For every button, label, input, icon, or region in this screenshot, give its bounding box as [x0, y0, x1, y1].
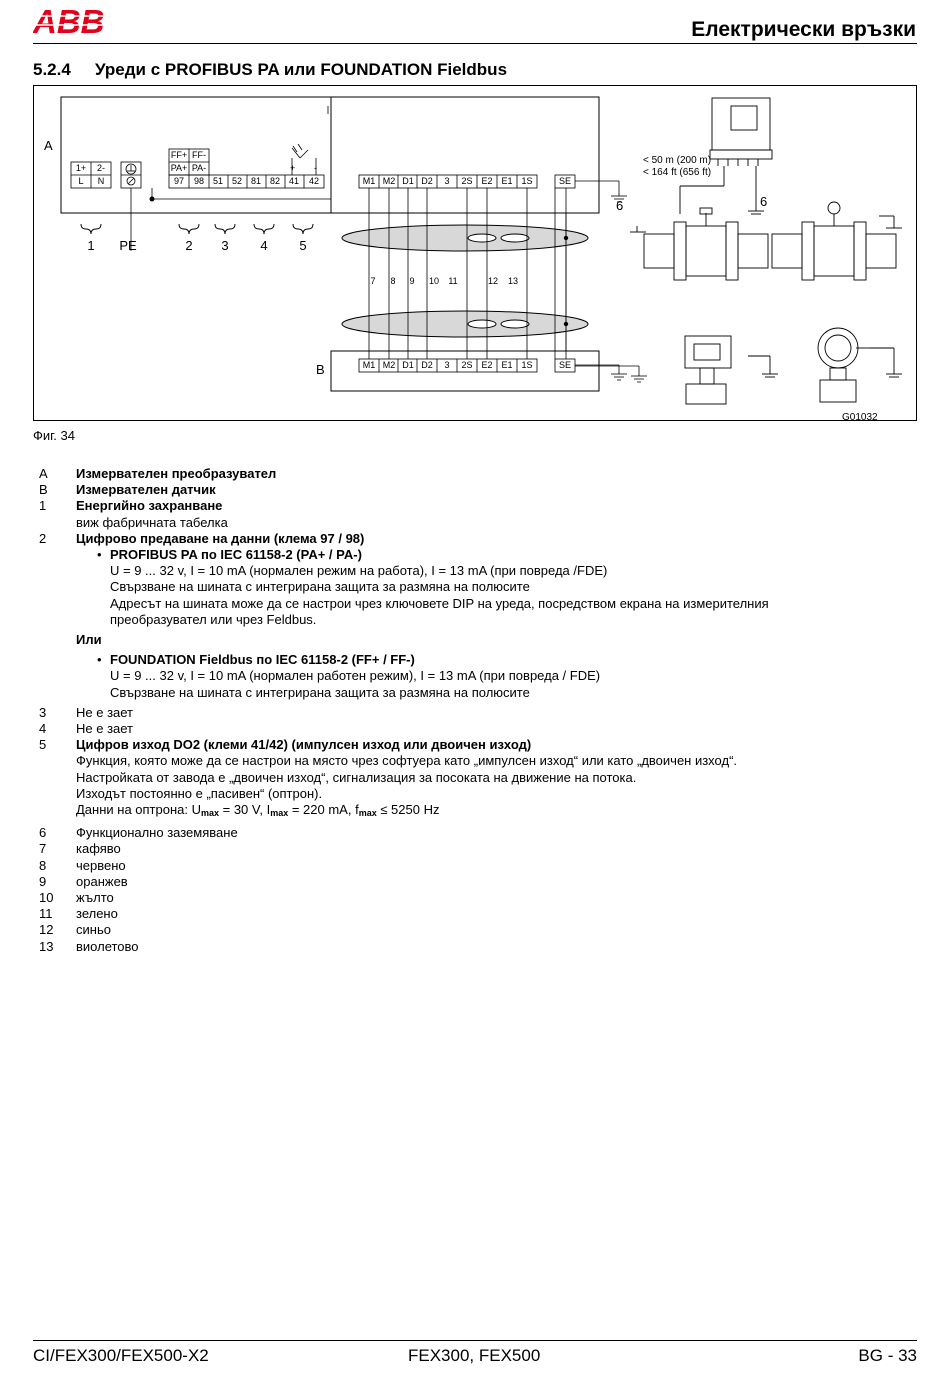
text-label: жълто: [76, 890, 114, 906]
terminal-label: 2S: [461, 176, 473, 186]
text-label: = 30 V, I: [219, 802, 271, 818]
opto-minus: -: [314, 163, 317, 173]
figure-caption: Фиг. 34: [33, 428, 75, 443]
terminal-label: 82: [269, 176, 281, 186]
transmitter-a-box-right: [331, 97, 599, 213]
terminal-group-label: PE: [119, 238, 137, 253]
text-label: U = 9 ... 32 v, I = 10 mA (нормален режим на работа), I = 13 mA (при повреда /FDE): [110, 563, 608, 579]
terminal-label: 81: [250, 176, 262, 186]
legend-item: [39, 858, 879, 874]
wire-number: 8: [390, 276, 396, 286]
distance-imperial: < 164 ft (656 ft): [643, 167, 712, 178]
terminal-label: 1S: [521, 176, 533, 186]
text-label: 9: [39, 873, 47, 889]
legend-item: [39, 874, 879, 890]
legend-item: [39, 705, 879, 721]
text-label: 2-: [96, 163, 106, 173]
flow-sensor-pipes: [630, 202, 902, 404]
terminal-label: 3: [444, 176, 450, 186]
terminal-group-label: 3: [221, 238, 229, 253]
text-label: 7: [39, 841, 47, 857]
terminal-label: 1S: [521, 360, 533, 370]
text-label: 10: [39, 890, 54, 906]
legend-item: [39, 939, 879, 955]
text-label: червено: [76, 857, 126, 873]
legend-item: [39, 825, 879, 841]
legend-item: [39, 906, 879, 922]
text-label: преобразувател или чрез Feldbus.: [110, 611, 317, 627]
text-label: SE: [558, 176, 572, 186]
text-label: Изходът постоянно е „пасивен“ (оптрон).: [76, 785, 323, 801]
wiring-diagram: [34, 86, 918, 422]
figure-legend: [39, 466, 879, 955]
wire-number: 13: [507, 276, 519, 286]
footer-page-number: BG - 33: [858, 1346, 917, 1365]
cable-ellipse-bottom: [342, 311, 588, 337]
terminal-label: D2: [421, 176, 433, 186]
text-label: Свързване на шината с интегрирана защита за размяна на полюсите: [110, 579, 530, 595]
text-label: A: [39, 466, 48, 481]
text-label: Адресът на шината може да се настрои чрез ключовете DIP на уреда, посредством екрана на измерителния: [110, 595, 769, 611]
text-label: Измервателен датчик: [76, 482, 216, 498]
terminal-label: 51: [212, 176, 224, 186]
terminal-label: E2: [481, 360, 493, 370]
terminal-label: M2: [382, 176, 396, 186]
footer-divider: [33, 1340, 917, 1341]
text-label: ≤ 5250 Hz: [376, 802, 440, 818]
terminal-label: E1: [501, 360, 513, 370]
text-label: Свързване на шината с интегрирана защита за размяна на полюсите: [110, 684, 530, 700]
legend-item: [39, 498, 879, 530]
distance-metric: < 50 m (200 m): [643, 155, 712, 166]
text-label: max: [201, 808, 220, 819]
footer-product: FEX300, FEX500: [408, 1346, 541, 1365]
legend-item: [39, 721, 879, 737]
text-label: PA-: [191, 163, 207, 173]
text-label: Функционално заземяване: [76, 825, 238, 841]
terminal-label: 42: [308, 176, 320, 186]
text-label: max: [358, 808, 377, 819]
terminal-label: E2: [481, 176, 493, 186]
text-label: B: [39, 482, 48, 498]
terminal-label: M2: [382, 360, 396, 370]
terminal-label: 98: [193, 176, 205, 186]
terminal-label: E1: [501, 176, 513, 186]
text-label: оранжев: [76, 873, 128, 889]
text-label: U = 9 ... 32 v, I = 10 mA (нормален работен режим), I = 13 mA (при повреда / FDE): [110, 668, 601, 684]
wire-number: 12: [487, 276, 499, 286]
text-label: 6: [39, 825, 47, 841]
text-label: виолетово: [76, 938, 139, 954]
text-label: = 220 mA, f: [288, 802, 359, 818]
wiring-figure: [33, 85, 917, 421]
text-label: Цифрово предаване на данни (клема 97 / 98): [76, 530, 365, 546]
text-label: Не е зает: [76, 704, 134, 720]
text-label: PA+: [170, 163, 188, 173]
text-label: Енергийно захранване: [76, 498, 223, 514]
terminal-label: 2S: [461, 360, 473, 370]
wire-number: 11: [448, 276, 458, 286]
text-label: 12: [39, 922, 54, 938]
label-B: B: [316, 362, 325, 377]
text-label: max: [270, 808, 289, 819]
terminal-group-brace: [215, 224, 235, 234]
text-label: 3: [39, 704, 47, 720]
terminal-label: M1: [362, 176, 376, 186]
terminal-group-brace: [81, 224, 101, 234]
terminal-group-brace: [254, 224, 274, 234]
sensor-b-box: [331, 351, 599, 391]
ground-label-2: 6: [760, 194, 768, 209]
text-label: 13: [39, 938, 54, 954]
text-label: 8: [39, 857, 47, 873]
legend-item: [39, 922, 879, 938]
legend-item: 2 Цифрово предаване на данни (клема 97 / 98) • PROFIBUS PA по IEC 61158-2 (PA+ / PA-) U = 9 ... 32 v, I = 10 mA (нормален режим на работа), I = 13 mA (при повреда /FDE) Свързване на шината с интегрирана защита за размяна на полюсите Адресът на шината може да се настрои чрез ключовете DIP на уреда, посредством екрана на измерителния преобразувател или чрез Feldbus. Или • FOUNDATION Fieldbus по IEC 61158-2 (FF+ / FF-) U = 9 ... 32 v, I = 10 mA (нормален работен режим), I = 13 mA (при повреда / FDE) Свързване на шината с интегрирана защита за размяна на полюсите: [39, 531, 879, 701]
terminal-group-label: 1: [87, 238, 95, 253]
terminal-label: D2: [421, 360, 433, 370]
text-label: Или: [76, 632, 102, 648]
text-label: кафяво: [76, 841, 121, 857]
text-label: FOUNDATION Fieldbus по IEC 61158-2 (FF+ / FF-): [110, 652, 415, 668]
terminal-label: 97: [173, 176, 185, 186]
text-label: 4: [39, 721, 47, 737]
text-label: 1+: [75, 163, 87, 173]
wire-number: 7: [370, 276, 376, 286]
terminal-label: 3: [444, 360, 450, 370]
text-label: Функция, която може да се настрои на място чрез софтуера като „импулсен изход“ или като „двоичен изход“.: [76, 753, 738, 769]
legend-item: [39, 737, 879, 821]
ground-label-1: 6: [616, 198, 624, 213]
text-label: PROFIBUS PA по IEC 61158-2 (PA+ / PA-): [110, 547, 362, 563]
terminal-group-brace: [179, 224, 199, 234]
text-label: 1: [39, 498, 47, 514]
figure-code: G01032: [842, 412, 878, 422]
text-label: SE: [558, 360, 572, 370]
terminal-label: 52: [231, 176, 243, 186]
text-label: Настройката от завода е „двоичен изход“, сигнализация за посоката на движение на потока.: [76, 769, 637, 785]
text-label: Данни на оптрона: U: [76, 802, 201, 818]
text-label: зелено: [76, 906, 118, 922]
text-label: Не е зает: [76, 721, 134, 737]
text-label: 2: [39, 530, 47, 546]
wire-number: 10: [428, 276, 440, 286]
section-title: Уреди с PROFIBUS PA или FOUNDATION Fieldbus: [95, 60, 508, 79]
text-label: 5: [39, 737, 47, 753]
abb-logo: [33, 6, 111, 36]
text-label: Измервателен преобразувател: [76, 466, 277, 481]
text-label: Цифров изход DO2 (клеми 41/42) (импулсен изход или двоичен изход): [76, 737, 532, 753]
label-A: A: [44, 138, 53, 153]
terminal-group-brace: [293, 224, 313, 234]
terminal-label: 41: [288, 176, 300, 186]
text-label: синьо: [76, 922, 111, 938]
text-label: FF+: [170, 150, 188, 160]
terminal-label: D1: [402, 176, 414, 186]
text-label: виж фабричната табелка: [76, 514, 228, 530]
cable-ellipse-top: [342, 225, 588, 251]
terminal-group-label: 4: [260, 238, 268, 253]
page-header-title: Електрически връзки: [691, 18, 916, 41]
legend-item: [39, 466, 879, 482]
legend-item: [39, 482, 879, 498]
terminal-label: D1: [402, 360, 414, 370]
header-divider: [33, 43, 917, 44]
text-label: N: [97, 176, 105, 186]
terminal-group-label: 2: [185, 238, 193, 253]
footer-doc-id: CI/FEX300/FEX500-X2: [33, 1346, 209, 1365]
legend-item: [39, 890, 879, 906]
terminal-group-label: 5: [299, 238, 307, 253]
wire-number: 9: [409, 276, 415, 286]
legend-item: [39, 841, 879, 857]
section-number: 5.2.4: [33, 60, 71, 79]
text-label: FF-: [192, 150, 206, 160]
abb-logo-text: ABB: [33, 6, 105, 36]
section-heading: [33, 60, 507, 80]
text-label: 11: [39, 906, 53, 922]
text-label: L: [78, 176, 84, 186]
opto-plus: +: [290, 163, 296, 173]
terminal-label: M1: [362, 360, 376, 370]
